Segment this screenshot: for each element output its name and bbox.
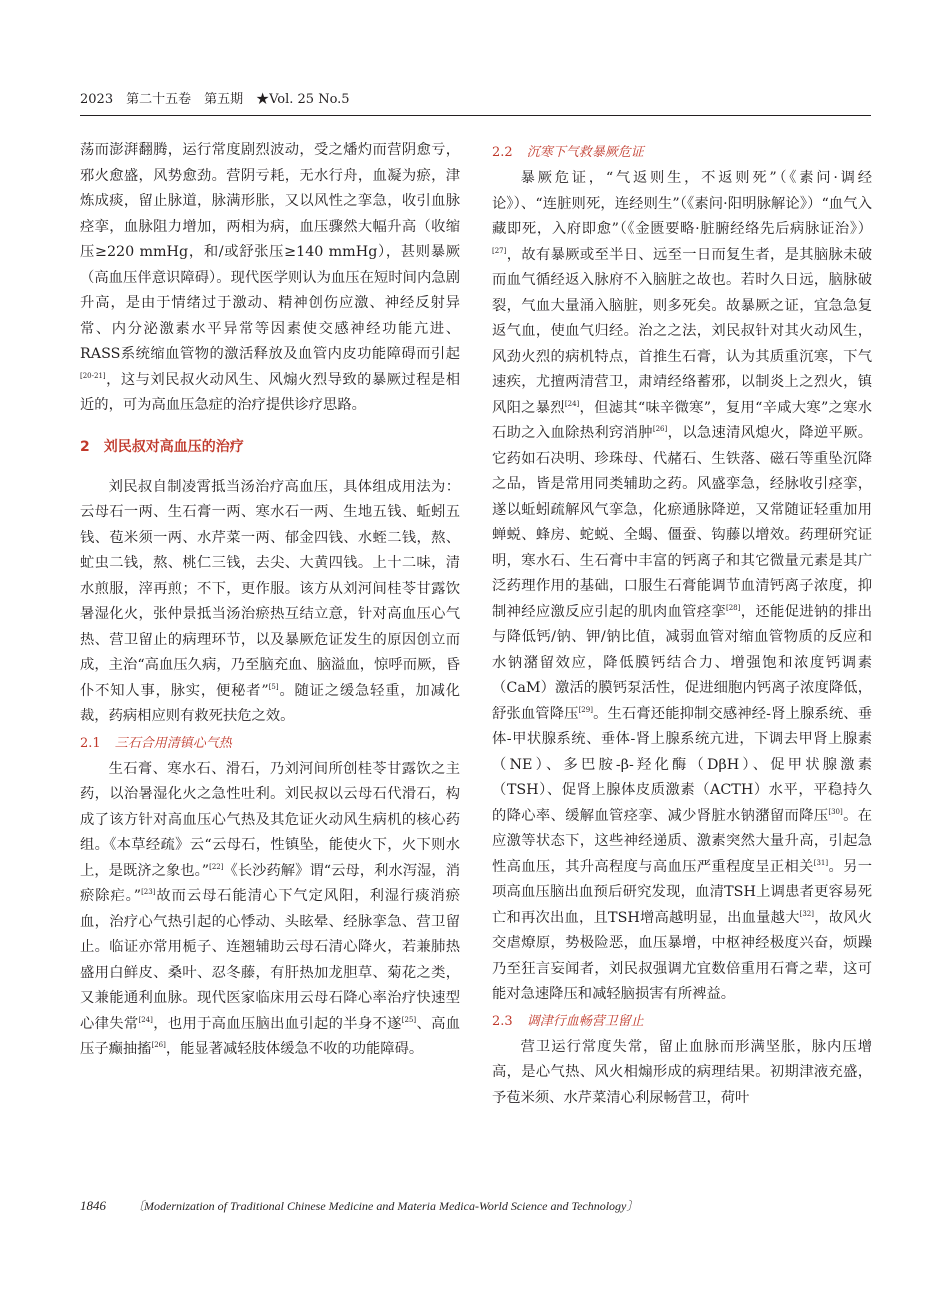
citation: [23]	[141, 888, 156, 896]
paragraph-formula	[80, 475, 460, 730]
paragraph-fluids	[492, 1035, 872, 1112]
paragraph-text: 。另一项高血压脑出血预后研究发现，血清TSH上调患者更容易死亡和再次出血，且TSH增高越明显，出血量越大	[492, 858, 872, 926]
citation: [29]	[578, 705, 593, 714]
paragraph-text: 刘民叔自制凌霄抵当汤治疗高血压，具体组成用法为：云母石一两、生石膏一两、寒水石一两、生地五钱、蚯蚓五钱、苞米须一两、水芹菜一两、郁金四钱、水蛭二钱，熬、虻虫二钱，熬、桃仁三钱，去尖、大黄四钱。上十二味，清水煎服，滓再煎；不下，更作服。该方从刘河间桂苓甘露饮暑湿化火，张仲景抵当汤治瘀热互结立意，针对高血压心气热、营卫留止的病理环节，以及暴厥危证发生的原因创立而成，主治“高血压久病，乃至脑充血、脑溢血，惊呼而厥，昏仆不知人事，脉实，便秘者”	[80, 478, 460, 699]
subsection-title: 调津行血畅营卫留止	[526, 1013, 644, 1029]
paragraph-text: 。随证之缓急轻重，加减化裁，药病相应则有救死扶危之效。	[80, 682, 461, 724]
citation: [27]	[492, 246, 507, 255]
subsection-number: 2.2	[492, 145, 513, 160]
paragraph-text: ，故风火交虐燎原，势极险恶，血压暴增，中枢神经极度兴奋，烦躁乃至狂言妄闻者，刘民叔强调尤宜数倍重用石膏之辈，这可能对急速降压和减轻脑损害有所裨益。	[492, 909, 873, 1002]
paragraph-text: ，也用于高血压脑出血引起的半身不遂	[152, 1015, 402, 1032]
subsection-number: 2.1	[80, 735, 101, 751]
paragraph-text: 《长沙药解》谓“云母，利水泻湿，消瘀除疟。”	[80, 862, 460, 904]
paragraph-text: 。在应激等状态下，这些神经递质、激素突然大量升高，引起急性高血压，其升高程度与高血压严重程度呈正相关	[492, 807, 872, 875]
paragraph-text: ，以急速清风熄火，降逆平厥。它药如石决明、珍珠母、代赭石、生铁落、磁石等重坠沉降之品，皆是常用同类辅助之药。风盛挛急，经脉收引痉挛，遂以蚯蚓疏解风气挛急，化瘀通脉降逆，又常随证轻重加用蝉蜕、蜂房、蛇蜕、全蝎、僵蚕、钩藤以增效。药理研究证明，寒水石、生石膏中丰富的钙离子和其它微量元素是其广泛药理作用的基础，口服生石膏能调节血清钙离子浓度，抑制神经应激反应引起的肌肉血管痉挛	[492, 425, 872, 620]
citation: [24]	[138, 1015, 153, 1024]
paragraph-text: 暴厥危证，“气返则生，不返则死”（《素问·调经论》）、“连脏则死，连经则生”（《素问·阳明脉解论》）“血气入藏即死，入府即愈”（《金匮要略·脏腑经络先后病脉证治》）	[492, 170, 872, 237]
running-header: 2023 第二十五卷 第五期 ★Vol. 25 No.5	[80, 92, 350, 107]
paragraph-text: 故而云母石能清心下气定风阳，利湿行痰消瘀血，治疗心气热引起的心悸动、头眩晕、经脉挛急、营卫留止。临证亦常用栀子、连翘辅助云母石清心降火，若兼肺热盛用白鲜皮、桑叶、忍冬藤，有肝热加龙胆草、菊花之类，又兼能通利血脉。现代医家临床用云母石降心率治疗快速型心律失常	[80, 888, 460, 1032]
citation: [5]	[268, 682, 279, 691]
subsection-number: 2.3	[492, 1013, 513, 1029]
citation: [26]	[652, 425, 668, 433]
paragraph-text: ，能显著减轻肢体缓急不收的功能障碍。	[165, 1041, 424, 1057]
paragraph-collapse	[492, 166, 872, 1008]
section-heading: 2 刘民叔对高血压的治疗	[80, 438, 244, 455]
citation: [31]	[813, 858, 829, 867]
subsection-title: 沉寒下气救暴厥危证	[526, 145, 644, 160]
paragraph-text: ，还能促进钠的排出与降低钙/钠、钾/钠比值，减弱血管对缩血管物质的反应和水钠潴留效应，降低膜钙结合力、增强饱和浓度钙调素（CaM）激活的膜钙泵活性，促进细胞内钙离子浓度降低，舒张血管降压	[492, 603, 872, 722]
paragraph-three-stones	[80, 757, 460, 1063]
citation: [28]	[726, 603, 741, 612]
citation: [20-21]	[80, 371, 106, 380]
subsection-heading	[80, 733, 460, 755]
citation: [22]	[209, 862, 224, 871]
paragraph-continuation	[80, 138, 460, 419]
journal-name: 〔Modernization of Traditional Chinese Medicine and Materia Medica-World Science and Technology〕	[132, 1199, 639, 1213]
paragraph-text: ，故有暴厥或至半日、远至一日而复生者，是其脑脉未破而血气循经返入脉府不入脑脏之故也。若时久日远，脑脉破裂，气血大量涌入脑脏，则多死矣。故暴厥之证，宜急急复返气血，使血气归经。治之之法，刘民叔针对其火动风生，风劲火烈的病机特点，首推生石膏，认为其质重沉寒，下气速疾，尤擅两清营卫，肃靖经络蓄邪，以制炎上之烈火，镇风阳之暴烈	[492, 246, 872, 416]
subsection-heading	[492, 142, 872, 164]
paragraph-text: 营卫运行常度失常，留止血脉而形满坚胀，脉内压增高，是心气热、风火相煽形成的病理结果。初期津液充盛，予苞米须、水芹菜清心利尿畅营卫，荷叶	[492, 1038, 872, 1106]
paragraph-text: 生石膏、寒水石、滑石，乃刘河间所创桂苓甘露饮之主药，以治暑湿化火之急性吐利。刘民叔以云母石代滑石，构成了该方针对高血压心气热及其危证火动风生病机的核心药组。《本草经疏》云“云母石，性镇坠，能使火下，火下则水上，是既济之象也。”	[80, 760, 460, 879]
citation: [25]	[401, 1015, 417, 1024]
subsection-title: 三石合用清镇心气热	[114, 735, 232, 751]
citation: [32]	[799, 909, 814, 918]
paragraph-text: 、高血压子癫抽搐	[80, 1015, 461, 1057]
page-footer	[80, 1197, 870, 1217]
page-number: 1846	[80, 1198, 106, 1213]
citation: [26]	[151, 1041, 166, 1049]
paragraph-text: 。生石膏还能抑制交感神经-肾上腺系统、垂体-甲状腺系统、垂体-肾上腺系统亢进，下调去甲肾上腺素（NE）、多巴胺-β-羟化酶（DβH）、促甲状腺激素（TSH）、促肾上腺体皮质激素（ACTH）水平，平稳持久的降心率、缓解血管痉挛、减少肾脏水钠潴留而降压	[492, 705, 872, 824]
header-rule	[80, 115, 871, 116]
left-column	[80, 138, 460, 1063]
subsection-heading	[492, 1011, 872, 1033]
citation: [30]	[828, 807, 843, 816]
paragraph-text: ，但滤其“味辛微寒”，复用“辛咸大寒”之寒水石助之入血除热利窍消肿	[492, 399, 873, 441]
paragraph-text: ，这与刘民叔火动风生、风煽火烈导致的暴厥过程是相近的，可为高血压急症的治疗提供诊疗思路。	[80, 371, 460, 413]
right-column	[492, 138, 872, 1111]
citation: [24]	[564, 399, 580, 408]
paragraph-text: 荡而澎湃翻腾，运行常度剧烈波动，受之燔灼而营阴愈亏，邪火愈盛，风势愈劲。营阴亏耗，无水行舟，血凝为瘀，津炼成痰，留止脉道，脉满形胀，又以风性之挛急，收引血脉痉挛，血脉阻力增加，两相为病，血压骤然大幅升高（收缩压≥220 mmHg，和/或舒张压≥140 mmHg），甚则暴厥（高血压伴意识障碍）。现代医学则认为血压在短时间内急剧升高，是由于情绪过于激动、精神创伤应激、神经反射异常、内分泌激素水平异常等因素使交感神经功能亢进、RASS系统缩血管物的激活释放及血管内皮功能障碍而引起	[80, 142, 460, 362]
